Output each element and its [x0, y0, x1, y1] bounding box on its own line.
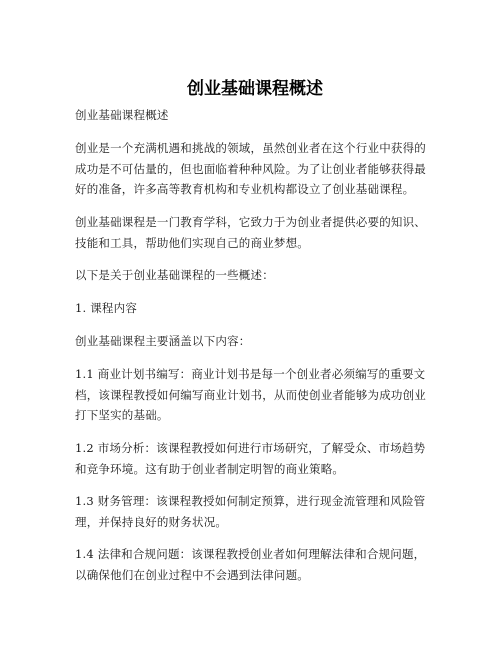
- list-item-business-plan: 1.1 商业计划书编写：商业计划书是每一个创业者必须编写的重要文档，该课程教授如何编写商业计划书，从而使创业者能够为成功创业打下坚实的基础。: [75, 367, 426, 422]
- paragraph-subtitle: 创业基础课程概述: [75, 108, 169, 122]
- list-item-legal-compliance: 1.4 法律和合规问题：该课程教授创业者如何理解法律和合规问题，以确保他们在创业过程中不会遇到法律问题。: [75, 547, 426, 582]
- list-item-market-analysis: 1.2 市场分析：该课程教授如何进行市场研究，了解受众、市场趋势和竞争环境。这有助于创业者制定明智的商业策略。: [75, 441, 426, 476]
- paragraph-content-lead: 创业基础课程主要涵盖以下内容：: [75, 334, 251, 348]
- document-title: 创业基础课程概述: [187, 79, 323, 99]
- paragraph-intro: 创业是一个充满机遇和挑战的领域，虽然创业者在这个行业中获得的成功是不可估量的，但也面临着种种风险。为了让创业者能够获得最好的准备，许多高等教育机构和专业机构都设立了创业基础课程。: [75, 141, 426, 196]
- section-heading-course-content: 1. 课程内容: [75, 301, 138, 315]
- paragraph-overview-lead: 以下是关于创业基础课程的一些概述：: [75, 268, 274, 282]
- paragraph-definition: 创业基础课程是一门教育学科，它致力于为创业者提供必要的知识、技能和工具，帮助他们实现自己的商业梦想。: [75, 215, 426, 250]
- list-item-financial-management: 1.3 财务管理：该课程教授如何制定预算，进行现金流管理和风险管理，并保持良好的财务状况。: [75, 494, 426, 529]
